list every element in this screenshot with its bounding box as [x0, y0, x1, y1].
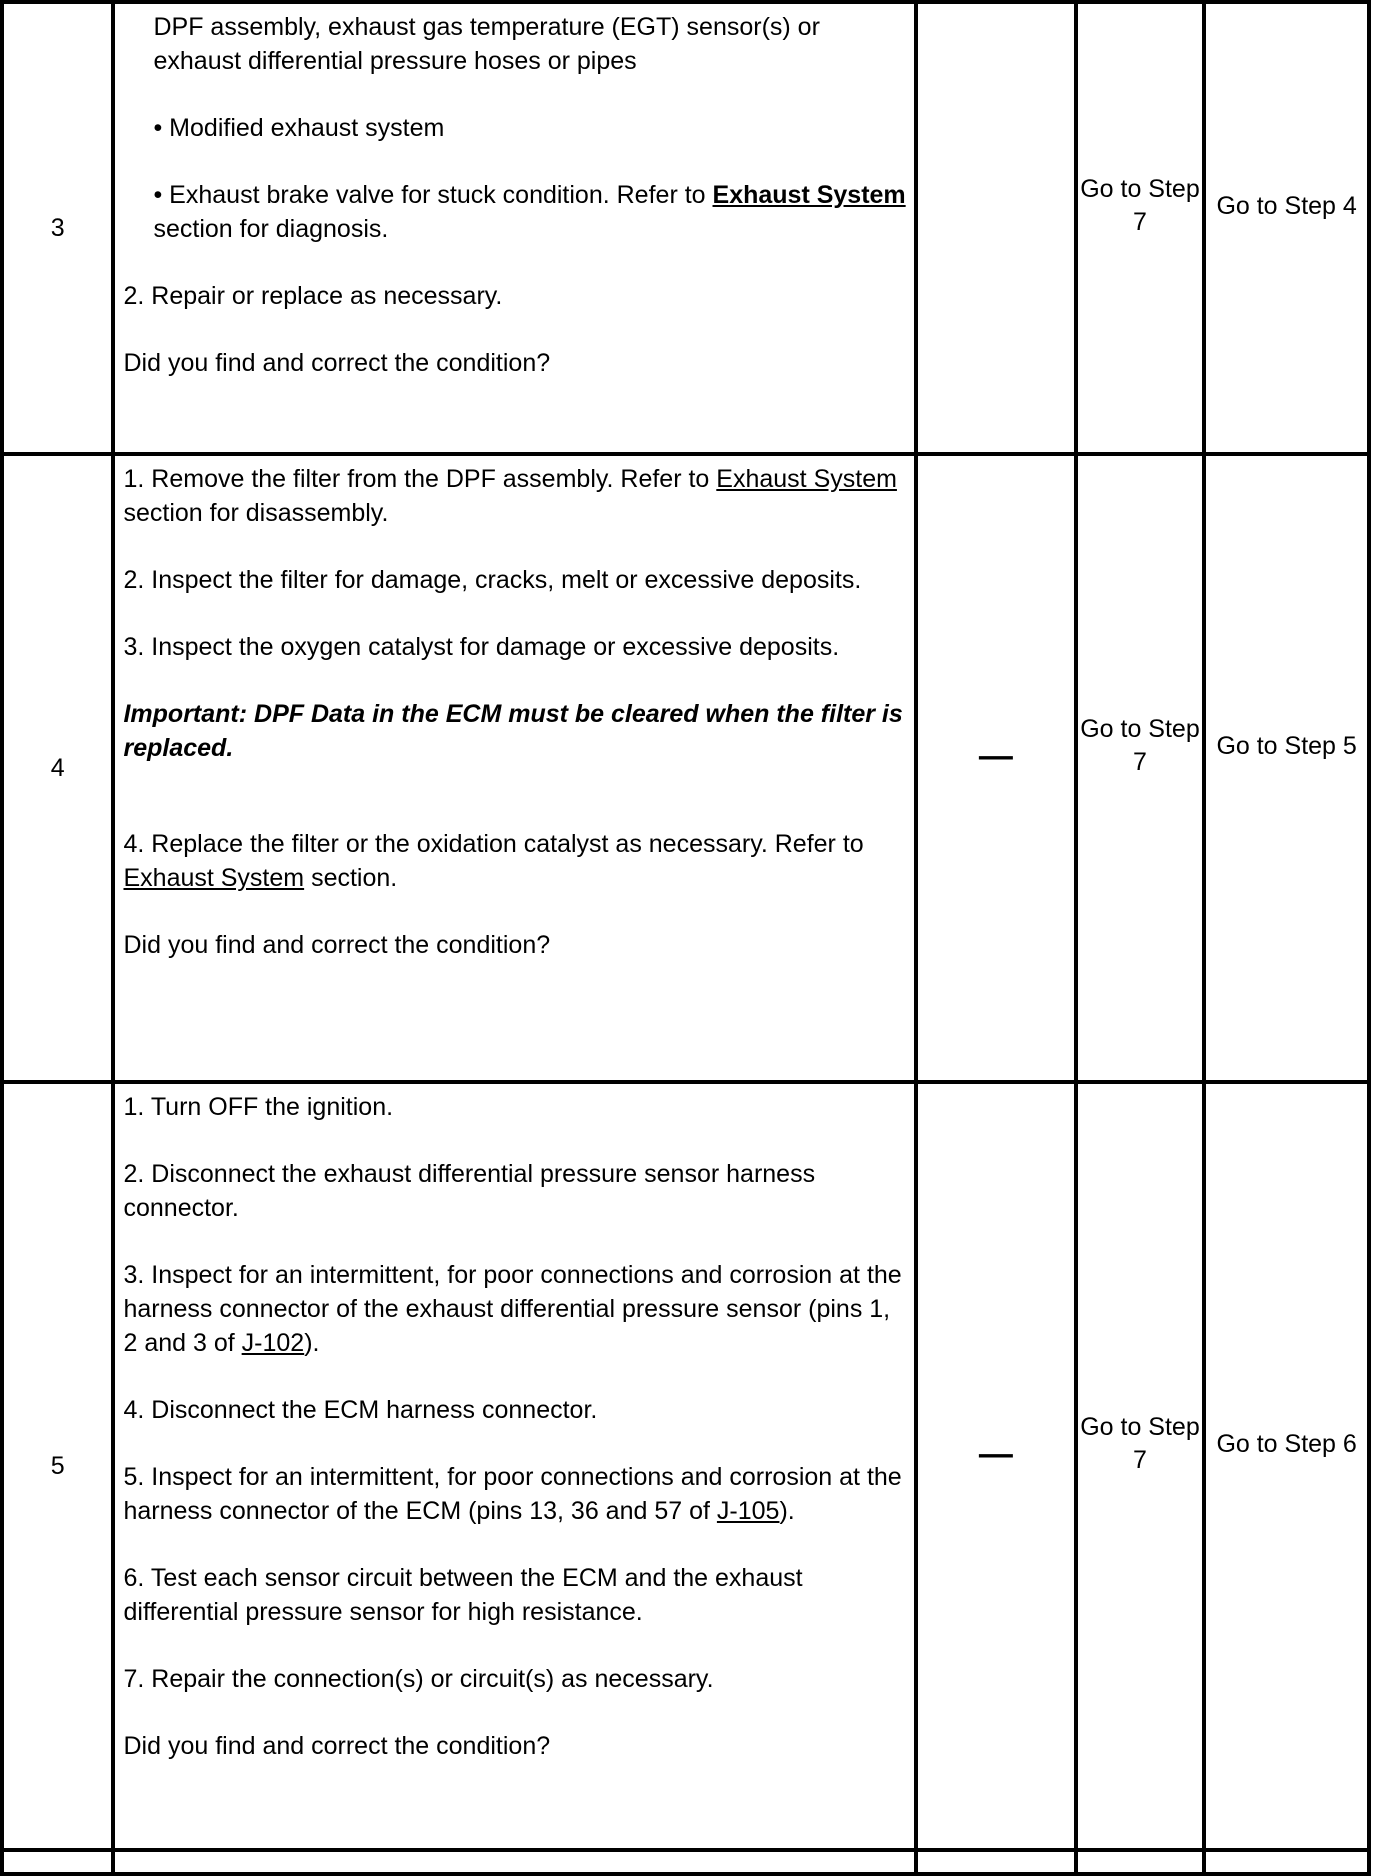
value-cell: — — [916, 454, 1076, 1082]
step-number-partial — [2, 1850, 113, 1874]
action-cell-partial — [113, 1850, 916, 1874]
action-line: 1. Turn OFF the ignition. — [123, 1093, 394, 1121]
action-line: 2. Repair or replace as necessary. — [123, 282, 503, 310]
exhaust-system-link[interactable]: Exhaust System — [716, 465, 897, 493]
no-cell: Go to Step 6 — [1204, 1082, 1369, 1850]
action-line: 5. Inspect for an intermittent, for poor connections and corrosion at the harness connector of the ECM (pins 13, 36 and 57 of J-105). — [123, 1463, 902, 1525]
value-cell-partial — [916, 1850, 1076, 1874]
yes-cell: Go to Step 7 — [1076, 1082, 1205, 1850]
no-cell-partial — [1204, 1850, 1369, 1874]
step-number: 4 — [2, 454, 113, 1082]
question-line: Did you find and correct the condition? — [123, 1732, 551, 1760]
action-line: 3. Inspect for an intermittent, for poor connections and corrosion at the harness connector of the exhaust differential pressure sensor (pins 1, 2 and 3 of J-102). — [123, 1261, 902, 1357]
yes-cell-partial — [1076, 1850, 1205, 1874]
step-number: 5 — [2, 1082, 113, 1850]
action-cell — [113, 2, 916, 454]
question-line: Did you find and correct the condition? — [123, 349, 551, 377]
action-cell — [113, 454, 916, 1082]
action-line: 4. Disconnect the ECM harness connector. — [123, 1396, 598, 1424]
action-line: • Modified exhaust system — [153, 114, 445, 142]
j-105-link[interactable]: J-105 — [716, 1497, 780, 1525]
action-line: DPF assembly, exhaust gas temperature (EGT) sensor(s) or exhaust differential pressure hoses or pipes — [153, 13, 820, 75]
yes-cell: Go to Step 7 — [1076, 454, 1205, 1082]
question-line: Did you find and correct the condition? — [123, 931, 551, 959]
value-cell — [916, 2, 1076, 454]
value-cell: — — [916, 1082, 1076, 1850]
table-row — [2, 2, 1369, 454]
action-cell — [113, 1082, 916, 1850]
table-row-partial — [2, 1850, 1369, 1874]
action-line: 2. Disconnect the exhaust differential pressure sensor harness connector. — [123, 1160, 816, 1222]
step-number: 3 — [2, 2, 113, 454]
no-cell: Go to Step 4 — [1204, 2, 1369, 454]
action-line: 1. Remove the filter from the DPF assembly. Refer to Exhaust System section for disassembly. — [123, 465, 897, 527]
action-line: 2. Inspect the filter for damage, cracks, melt or excessive deposits. — [123, 566, 862, 594]
table-row — [2, 1082, 1369, 1850]
action-line: 7. Repair the connection(s) or circuit(s) as necessary. — [123, 1665, 714, 1693]
j-102-link[interactable]: J-102 — [241, 1329, 305, 1357]
table-row — [2, 454, 1369, 1082]
action-line: 6. Test each sensor circuit between the ECM and the exhaust differential pressure sensor for high resistance. — [123, 1564, 803, 1626]
action-line: 3. Inspect the oxygen catalyst for damage or excessive deposits. — [123, 633, 840, 661]
exhaust-system-link[interactable]: Exhaust System — [123, 864, 305, 892]
no-cell: Go to Step 5 — [1204, 454, 1369, 1082]
exhaust-system-link[interactable]: Exhaust System — [712, 181, 906, 209]
action-line: 4. Replace the filter or the oxidation catalyst as necessary. Refer to Exhaust System section. — [123, 830, 864, 892]
important-note: Important: DPF Data in the ECM must be cleared when the filter is replaced. — [123, 700, 903, 762]
action-line: • Exhaust brake valve for stuck condition. Refer to Exhaust System section for diagnosis. — [153, 181, 906, 243]
yes-cell: Go to Step 7 — [1076, 2, 1205, 454]
